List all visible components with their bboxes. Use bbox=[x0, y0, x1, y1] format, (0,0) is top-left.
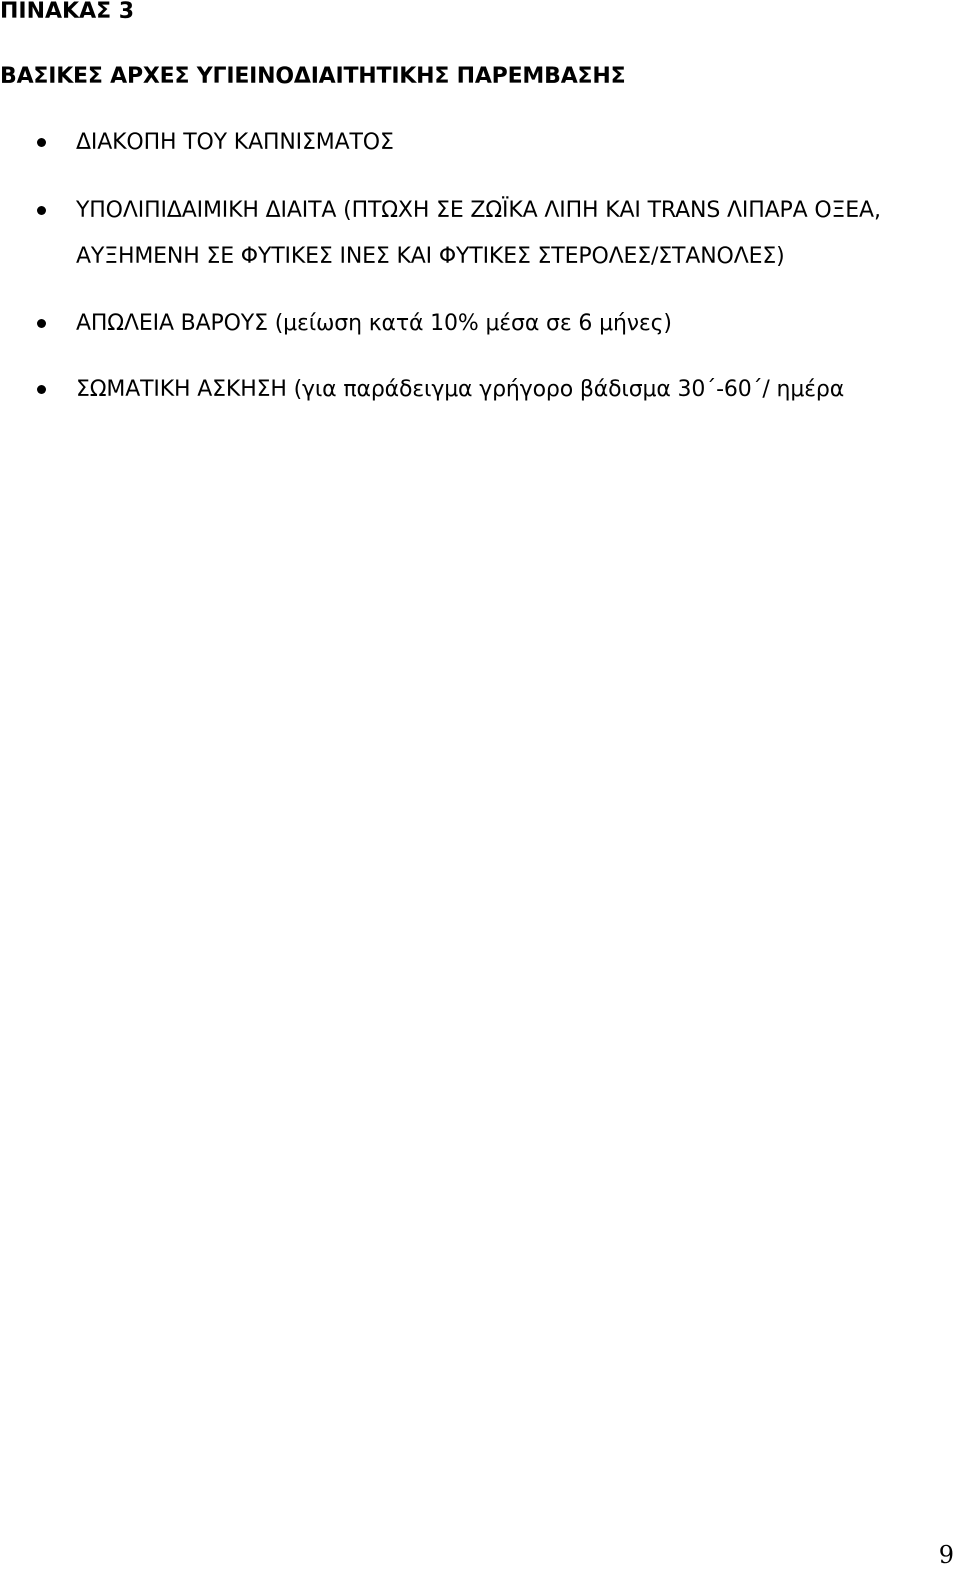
bullet-icon bbox=[37, 138, 46, 147]
list-item-text bbox=[76, 188, 881, 280]
list-item-line: ΑΥΞΗΜΕΝΗ ΣΕ ΦΥΤΙΚΕΣ ΙΝΕΣ ΚΑΙ ΦΥΤΙΚΕΣ ΣΤΕΡΟΛΕΣ/ΣΤΑΝΟΛΕΣ) bbox=[76, 244, 785, 269]
list-item-text bbox=[76, 301, 672, 347]
list-item-text bbox=[76, 367, 844, 413]
bullet-icon bbox=[37, 385, 46, 394]
list-item-line: ΥΠΟΛΙΠΙΔΑΙΜΙΚΗ ΔΙΑΙΤΑ (ΠΤΩΧΗ ΣΕ ΖΩΪΚΑ ΛΙΠΗ ΚΑΙ TRANS ΛΙΠΑΡΑ ΟΞΕΑ, bbox=[76, 198, 881, 223]
page-number: 9 bbox=[938, 1541, 954, 1569]
list-item-text bbox=[76, 120, 394, 166]
section-title: ΒΑΣΙΚΕΣ ΑΡΧΕΣ ΥΓΙΕΙΝΟΔΙΑΙΤΗΤΙΚΗΣ ΠΑΡΕΜΒΑΣΗΣ bbox=[0, 64, 626, 89]
bullet-icon bbox=[37, 206, 46, 215]
list-item-line: ΑΠΩΛΕΙΑ ΒΑΡΟΥΣ (μείωση κατά 10% μέσα σε 6 μήνες) bbox=[76, 311, 672, 336]
bullet-icon bbox=[37, 319, 46, 328]
list-item-line: ΔΙΑΚΟΠΗ ΤΟΥ ΚΑΠΝΙΣΜΑΤΟΣ bbox=[76, 130, 394, 155]
page-heading: ΠΙΝΑΚΑΣ 3 bbox=[0, 0, 135, 24]
list-item-line: ΣΩΜΑΤΙΚΗ ΑΣΚΗΣΗ (για παράδειγμα γρήγορο βάδισμα 30΄-60΄/ ημέρα bbox=[76, 377, 845, 402]
